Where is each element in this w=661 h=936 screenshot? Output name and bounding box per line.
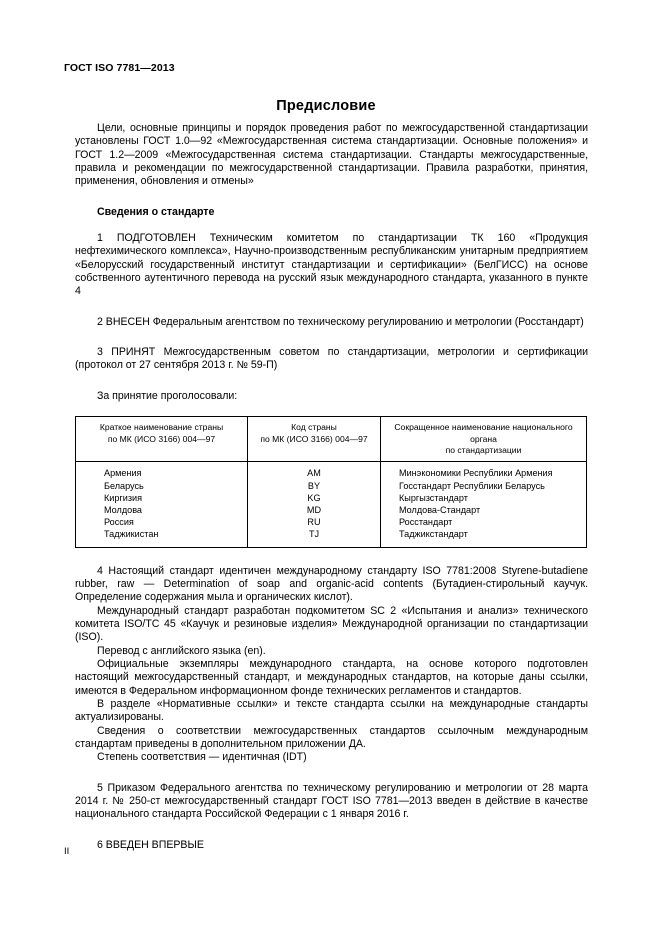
country-list xyxy=(80,467,243,540)
table-body xyxy=(76,462,587,547)
table-header xyxy=(76,417,587,462)
list-item: TJ xyxy=(308,529,320,540)
page-title: Предисловие xyxy=(276,97,376,114)
list-item: Армения xyxy=(104,468,142,479)
spacer xyxy=(75,299,588,316)
table-header-row xyxy=(76,417,587,462)
spacer xyxy=(75,403,588,416)
spacer xyxy=(75,765,588,782)
list-item: Россия xyxy=(104,517,134,528)
running-head: ГОСТ ISO 7781—2013 xyxy=(64,62,175,74)
cell-country-list xyxy=(76,462,248,547)
column-header-country xyxy=(76,417,248,462)
column-header-national-body xyxy=(381,417,587,462)
list-item: Беларусь xyxy=(104,480,144,491)
list-item: BY xyxy=(307,480,321,491)
spacer xyxy=(75,329,588,346)
cell-code-list xyxy=(248,462,381,547)
clause-4-degree-of-conformity: Степень соответствия — идентичная (IDT) xyxy=(97,751,307,764)
list-item: Молдова-Стандарт xyxy=(399,504,481,515)
clause-6-introduced-first-time: 6 ВВЕДЕН ВПЕРВЫЕ xyxy=(97,838,204,851)
table-row xyxy=(76,462,587,547)
clause-1-prepared-by: 1 ПОДГОТОВЛЕН Техническим комитетом по стандартизации ТК 160 «Продукция нефтехимического комплекса», Научно-производственным республиканским унитарным предприятием «Белорусский государственный институт стандартизации и сертификации» (БелГИСС) на основе собственного аутентичного перевода на русский язык международного стандарта, указанного в пункте 4 xyxy=(75,232,588,298)
column-header-national-body-line2: по стандартизации xyxy=(445,444,522,455)
list-item: RU xyxy=(307,517,321,528)
spacer xyxy=(75,548,588,565)
clause-4-normative-references: В разделе «Нормативные ссылки» и тексте стандарта ссылки на международные стандарты актуализированы. xyxy=(75,698,588,724)
national-body-list xyxy=(385,467,582,540)
body-text-area xyxy=(75,122,588,852)
country-code-list xyxy=(252,467,376,540)
list-item: Молдова xyxy=(104,504,142,515)
list-item: Таджикистан xyxy=(104,529,159,540)
clause-5-enactment-order: 5 Приказом Федерального агентства по техническому регулированию и метрологии от 28 марта 2014 г. № 250-ст межгосударственный стандарт ГОСТ ISO 7781—2013 введен в действие в качестве национального стандарта Российской Федерации с 1 января 2016 г. xyxy=(75,781,588,821)
clause-2-submitted-by: 2 ВНЕСЕН Федеральным агентством по техническому регулированию и метрологии (Росстандарт) xyxy=(97,315,584,328)
clause-4-subcommittee: Международный стандарт разработан подкомитетом SC 2 «Испытания и анализ» технического комитета ISO/TC 45 «Каучук и резиновые изделия» Международной организации по стандартизации (ISO). xyxy=(75,604,588,644)
list-item: AM xyxy=(307,468,321,479)
voting-countries-table xyxy=(75,416,587,547)
spacer xyxy=(75,189,588,206)
list-item: Киргизия xyxy=(104,492,143,503)
list-item: Таджикстандарт xyxy=(399,529,468,540)
cell-national-body-list xyxy=(381,462,587,547)
column-header-code-line1: Код страны xyxy=(291,422,337,433)
list-item: Росстандарт xyxy=(399,517,453,528)
column-header-country-line1: Краткое наименование страны xyxy=(99,422,224,433)
intro-paragraph: Цели, основные принципы и порядок проведения работ по межгосударственной стандартизации установлены ГОСТ 1.0—92 «Межгосударственная система стандартизации. Основные положения» и ГОСТ 1.2—2009 «Межгосударственная система стандартизации. Стандарты межгосударственные, правила и рекомендации по межгосударственной стандартизации. Правила разработки, принятия, применения, обновления и отмены» xyxy=(75,122,588,188)
column-header-code xyxy=(248,417,381,462)
clause-3-adopted-by: 3 ПРИНЯТ Межгосударственным советом по стандартизации, метрологии и сертификации (протокол от 27 сентября 2013 г. № 59-П) xyxy=(75,346,588,372)
column-header-national-body-line1: Сокращенное наименование национального органа xyxy=(394,422,573,444)
list-item: KG xyxy=(307,492,321,503)
list-item: Минэкономики Республики Армения xyxy=(399,468,553,479)
standard-info-subheading: Сведения о стандарте xyxy=(97,205,215,218)
list-item: Кыргызстандарт xyxy=(399,492,468,503)
clause-4-translation: Перевод с английского языка (en). xyxy=(97,644,266,657)
clause-4-conformity-info: Сведения о соответствии межгосударственных стандартов ссылочным международным стандартам приведены в дополнительном приложении ДА. xyxy=(75,724,588,751)
list-item: Госстандарт Республики Беларусь xyxy=(399,480,545,491)
page-content xyxy=(64,0,588,936)
clause-4-identical-standard: 4 Настоящий стандарт идентичен международному стандарту ISO 7781:2008 Styrene-butadiene rubber, raw — Determination of soap and organic-acid contents (Бутадиен-стирольный каучук. Определение содержания мыла и органических кислот). xyxy=(75,564,588,604)
column-header-code-line2: по МК (ИСО 3166) 004—97 xyxy=(260,433,368,444)
list-item: MD xyxy=(306,504,322,515)
clause-4-official-copies: Официальные экземпляры международного стандарта, на основе которого подготовлен настоящий межгосударственный стандарт, и международных стандартов, на которые даны ссылки, имеются в Федеральном информационном фонде технических регламентов и стандартов. xyxy=(75,658,588,697)
spacer xyxy=(75,219,588,232)
spacer xyxy=(75,373,588,390)
column-header-country-line2: по МК (ИСО 3166) 004—97 xyxy=(107,433,216,444)
spacer xyxy=(75,822,588,839)
vote-intro-text: За принятие проголосовали: xyxy=(97,389,238,402)
page-number: II xyxy=(64,846,70,857)
